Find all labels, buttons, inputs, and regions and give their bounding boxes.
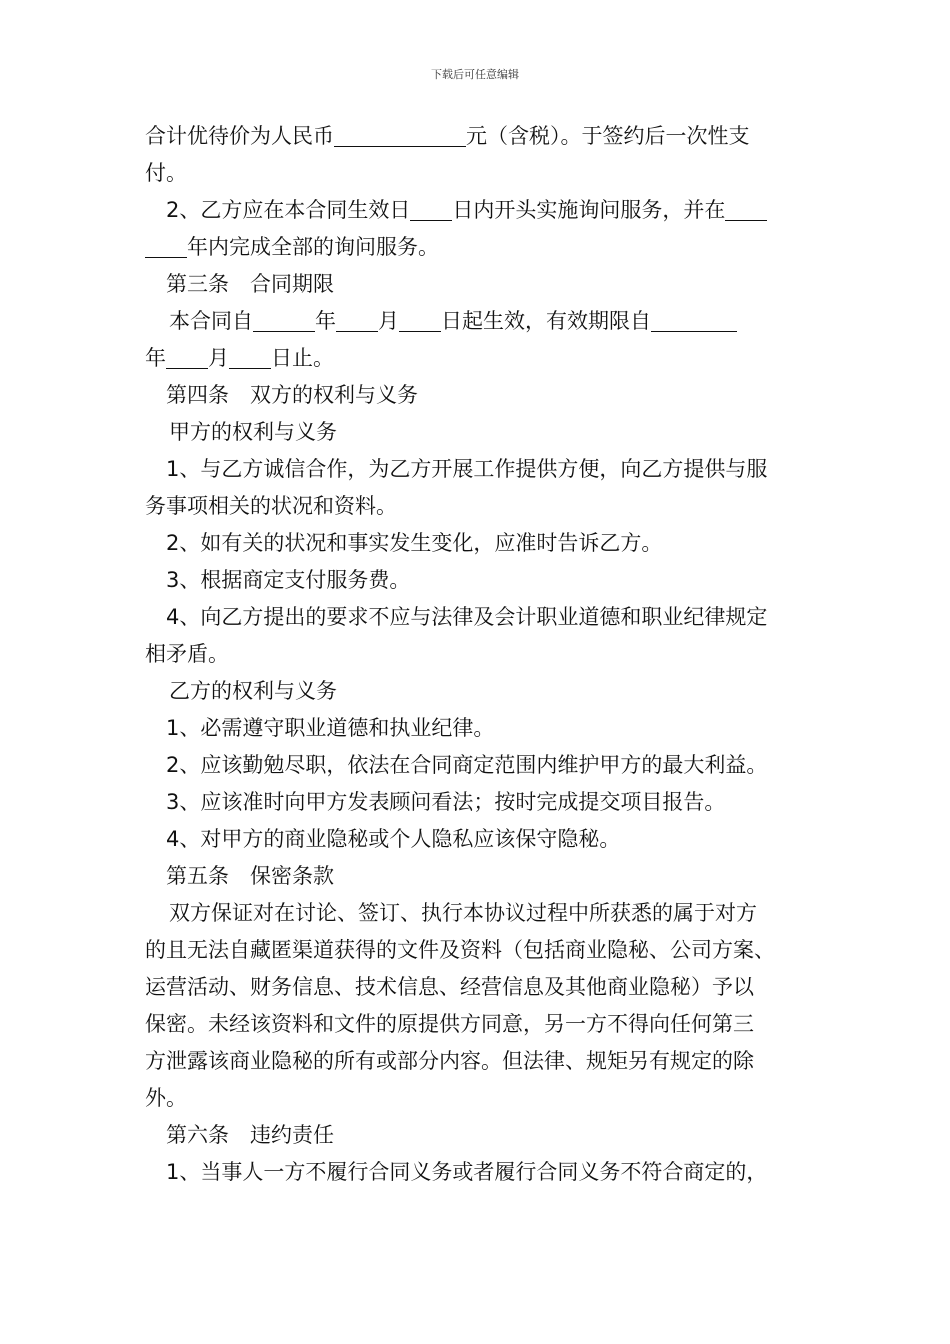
paragraph-line: 1、当事人一方不履行合同义务或者履行合同义务不符合商定的， <box>166 1160 768 1184</box>
paragraph-line: 运营活动、财务信息、技术信息、经营信息及其他商业隐秘）予以 <box>145 975 754 999</box>
paragraph-line: 务事项相关的状况和资料。 <box>145 494 397 518</box>
paragraph-line: 1、必需遵守职业道德和执业纪律。 <box>166 716 495 740</box>
fill-blank[interactable] <box>410 196 452 221</box>
paragraph-line: 方泄露该商业隐秘的所有或部分内容。但法律、规矩另有规定的除 <box>145 1049 754 1073</box>
paragraph-line: 合计优待价为人民币 元（含税）。于签约后一次性支 <box>145 124 750 148</box>
fill-blank[interactable] <box>651 307 737 332</box>
subsection-heading: 乙方的权利与义务 <box>169 679 337 703</box>
paragraph-line: 的且无法自藏匿渠道获得的文件及资料（包括商业隐秘、公司方案、 <box>145 938 775 962</box>
paragraph-line: 年 月 日止。 <box>145 346 334 370</box>
fill-blank[interactable] <box>725 196 767 221</box>
fill-blank[interactable] <box>334 122 466 147</box>
fill-blank[interactable] <box>253 307 315 332</box>
fill-blank[interactable] <box>145 233 187 258</box>
fill-blank[interactable] <box>229 344 271 369</box>
paragraph-line: 3、应该准时向甲方发表顾问看法；按时完成提交项目报告。 <box>166 790 726 814</box>
paragraph-line: 4、向乙方提出的要求不应与法律及会计职业道德和职业纪律规定 <box>166 605 768 629</box>
paragraph-line: 双方保证对在讨论、签订、执行本协议过程中所获悉的属于对方 <box>169 901 757 925</box>
paragraph-line: 1、与乙方诚信合作，为乙方开展工作提供方便，向乙方提供与服 <box>166 457 768 481</box>
paragraph-line: 2、如有关的状况和事实发生变化，应准时告诉乙方。 <box>166 531 663 555</box>
fill-blank[interactable] <box>166 344 208 369</box>
paragraph-line: 外。 <box>145 1086 187 1110</box>
paragraph-line: 2、应该勤勉尽职，依法在合同商定范围内维护甲方的最大利益。 <box>166 753 768 777</box>
section-heading: 第六条 违约责任 <box>166 1123 334 1147</box>
section-heading: 第三条 合同期限 <box>166 272 334 296</box>
section-heading: 第五条 保密条款 <box>166 864 334 888</box>
paragraph-line: 保密。未经该资料和文件的原提供方同意，另一方不得向任何第三 <box>145 1012 754 1036</box>
fill-blank[interactable] <box>336 307 378 332</box>
paragraph-line: 2、乙方应在本合同生效日 日内开头实施询问服务，并在 <box>145 192 825 229</box>
paragraph-line: 年内完成全部的询问服务。 <box>145 229 825 266</box>
paragraph-line: 4、对甲方的商业隐秘或个人隐私应该保守隐秘。 <box>166 827 621 851</box>
page-header: 下载后可任意编辑 <box>431 68 519 81</box>
paragraph-line: 本合同自 年 月 日起生效，有效期限自 <box>145 303 825 340</box>
section-heading: 第四条 双方的权利与义务 <box>166 383 418 407</box>
fill-blank[interactable] <box>399 307 441 332</box>
paragraph-line: 3、根据商定支付服务费。 <box>166 568 411 592</box>
paragraph-line: 付。 <box>145 161 187 185</box>
subsection-heading: 甲方的权利与义务 <box>169 420 337 444</box>
paragraph-line: 相矛盾。 <box>145 642 229 666</box>
document-body <box>145 118 825 1191</box>
